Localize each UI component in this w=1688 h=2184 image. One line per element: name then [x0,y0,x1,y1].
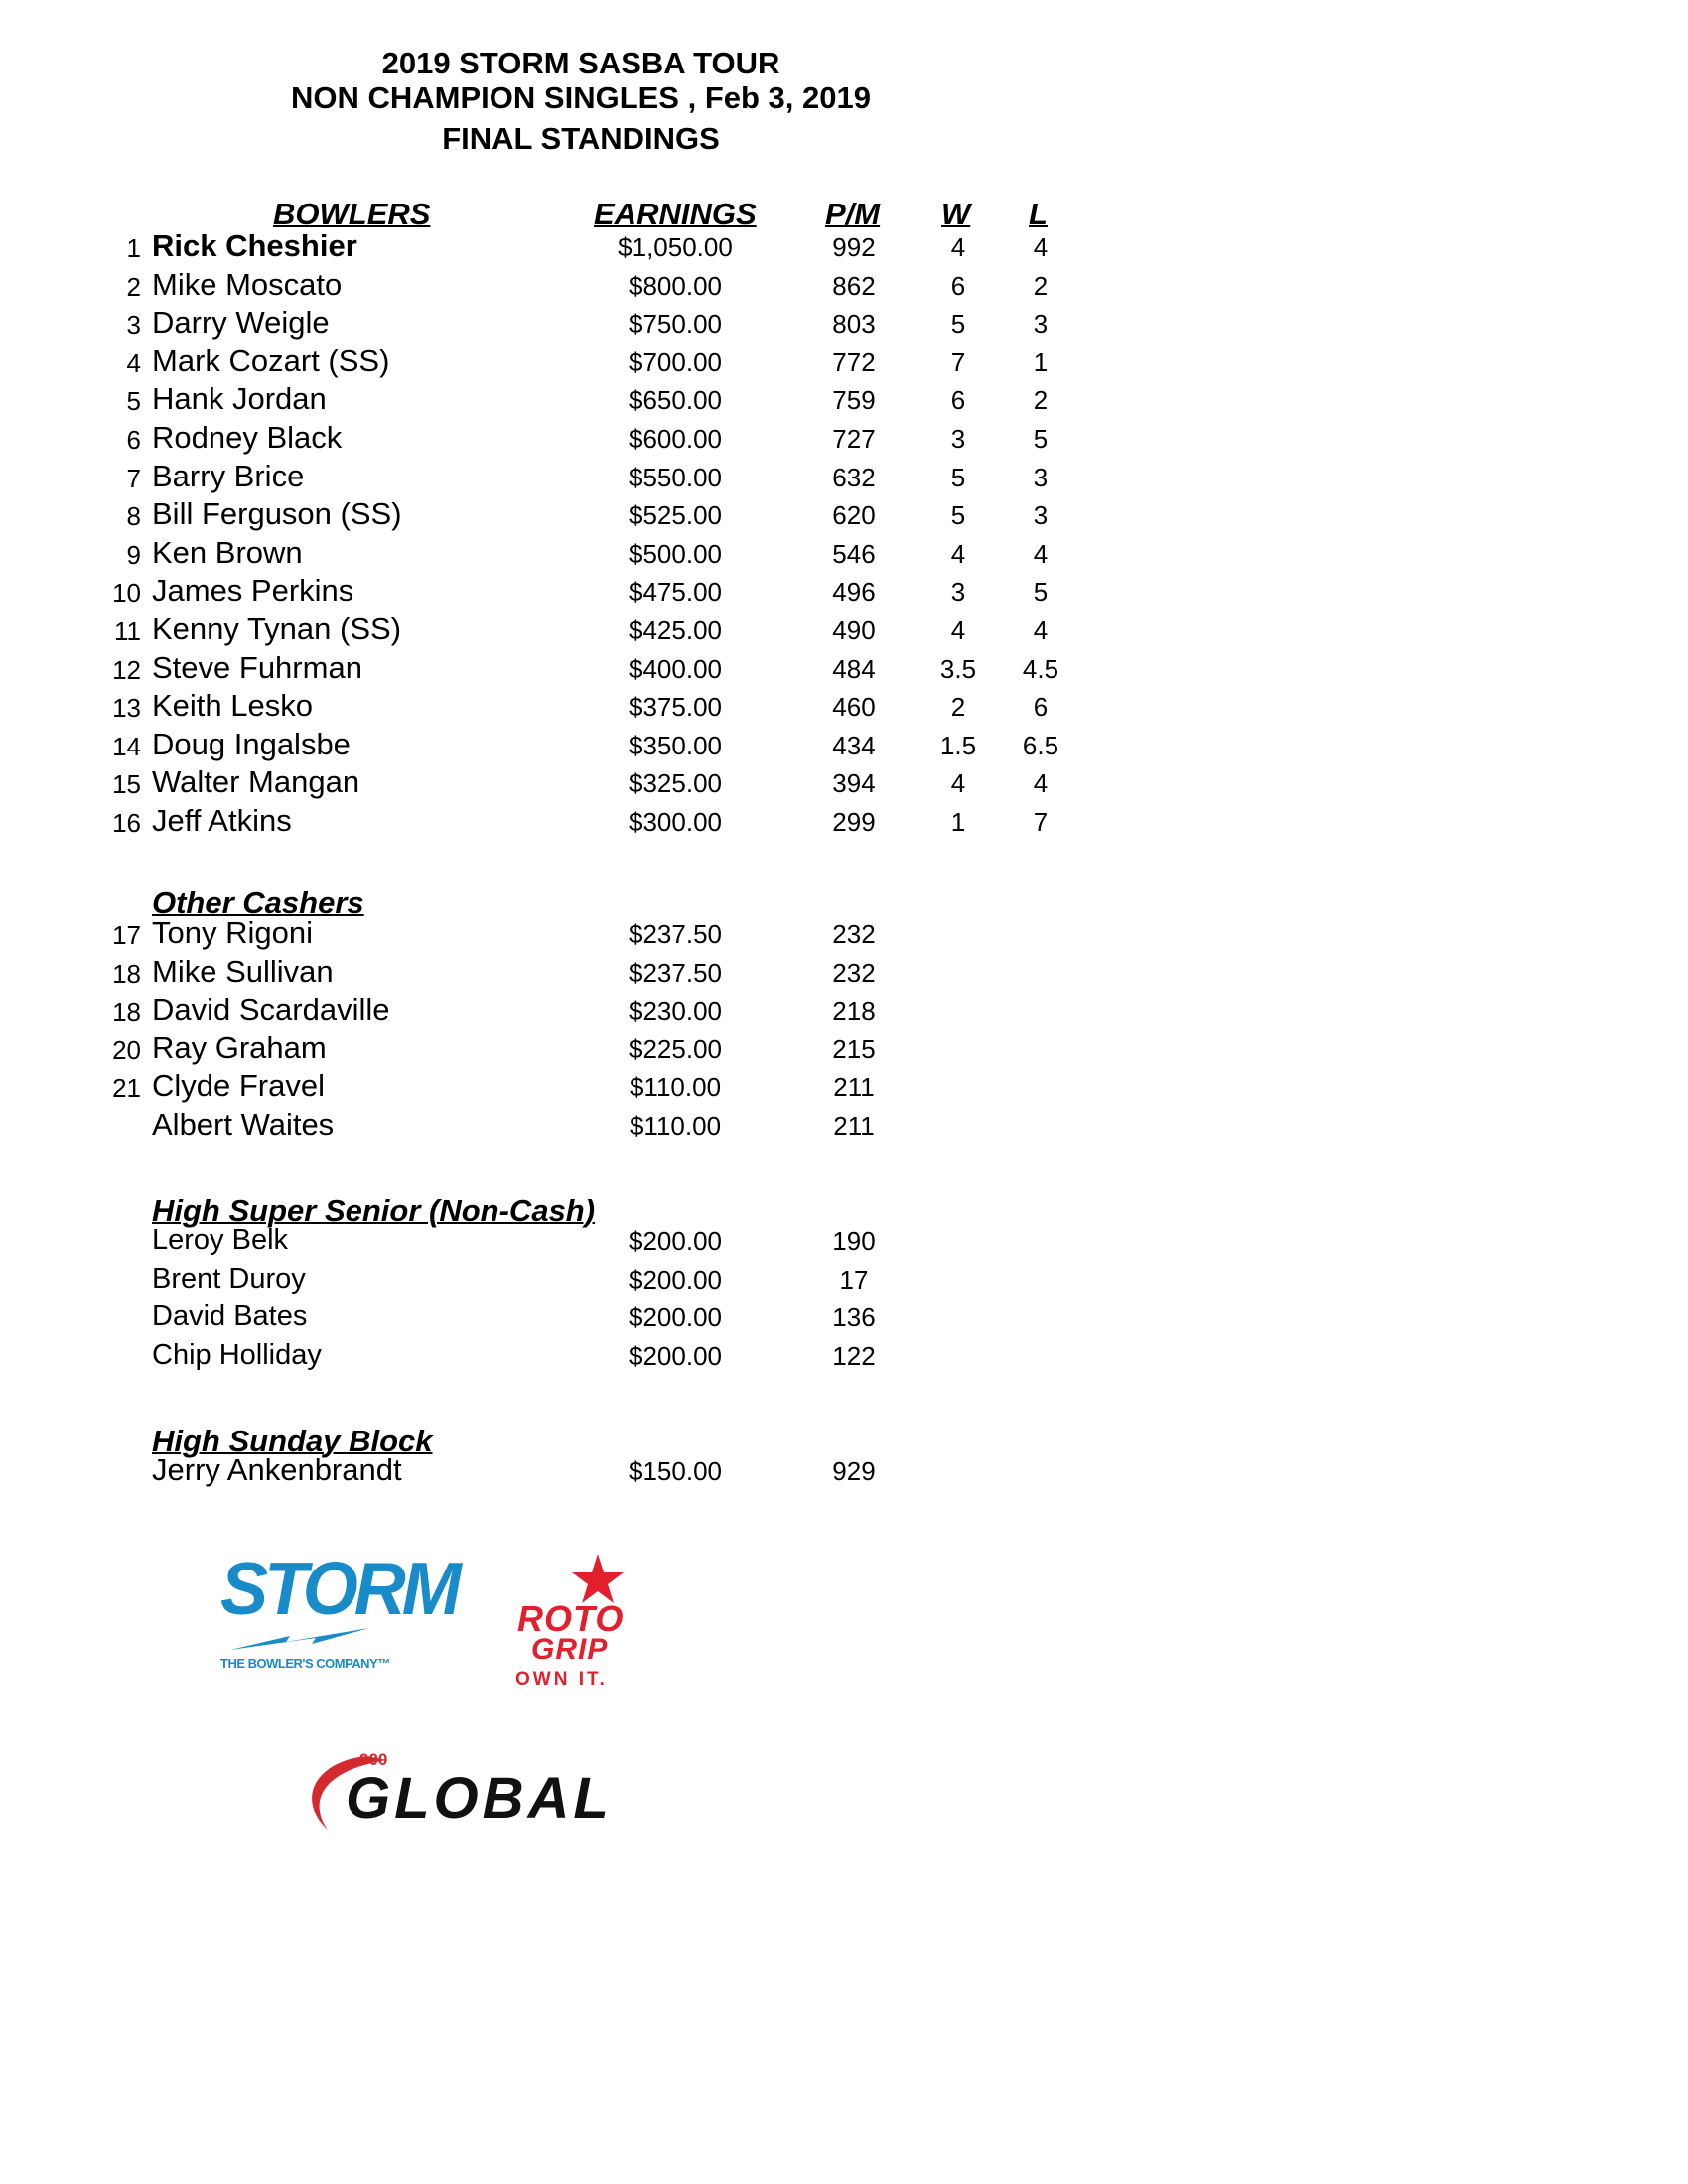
losses-cell: 4 [1033,538,1049,569]
pm-cell: 232 [832,919,876,949]
rank-cell: 8 [126,501,141,532]
earnings-cell: $1,050.00 [618,232,733,262]
table-row [0,612,1092,649]
pm-cell: 460 [832,692,876,723]
pm-cell: 299 [832,807,876,837]
bowler-name: Leroy Belk [152,1224,289,1256]
rank-cell: 11 [114,616,141,646]
rank-cell: 1 [126,233,141,263]
table-row [0,420,1092,458]
wins-cell: 3.5 [939,653,977,684]
pm-cell: 929 [832,1456,876,1486]
pm-cell: 122 [832,1340,876,1371]
wins-cell: 2 [950,692,966,723]
pm-cell: 211 [833,1072,875,1103]
bowler-name: Tony Rigoni [152,915,313,950]
bowler-name: Chip Holliday [152,1338,322,1371]
pm-cell: 632 [832,462,876,492]
table-row [0,688,1092,726]
table-row [0,727,1092,764]
losses-cell: 3 [1033,462,1049,492]
rotogrip-slogan: OWN IT. [515,1669,608,1690]
rotogrip-line2: GRIP [531,1633,609,1666]
table-row [0,496,1092,534]
losses-cell: 4 [1033,768,1049,799]
table-row [0,1452,1092,1490]
pm-cell: 215 [832,1033,876,1064]
earnings-cell: $375.00 [629,692,722,723]
bowler-name: Steve Fuhrman [152,649,362,685]
rank-cell: 18 [112,997,141,1027]
losses-cell: 6.5 [1022,730,1059,760]
rank-cell: 10 [112,578,141,609]
table-row [0,381,1092,419]
bowler-name: Darry Weigle [152,305,330,341]
table-row [0,1107,1092,1145]
storm-logo [220,1548,458,1688]
storm-tagline: THE BOWLER'S COMPANY™ [220,1656,390,1671]
pm-cell: 434 [832,730,876,760]
table-row [0,992,1092,1029]
rank-cell: 7 [126,463,141,493]
wins-cell: 4 [950,768,966,799]
bowler-name: Rick Cheshier [152,228,357,263]
rank-cell: 20 [112,1034,141,1065]
earnings-cell: $200.00 [629,1226,722,1256]
bowler-name: Albert Waites [152,1107,335,1142]
wins-cell: 4 [950,538,966,569]
losses-cell: 4 [1033,232,1049,262]
rank-cell: 17 [112,920,141,950]
page-title-line1: 2019 STORM SASBA TOUR [381,46,780,80]
earnings-cell: $200.00 [629,1264,722,1295]
rank-cell: 5 [126,386,141,417]
rank-cell: 4 [126,347,141,378]
earnings-cell: $475.00 [629,577,722,608]
earnings-cell: $600.00 [629,424,722,454]
wins-cell: 7 [950,346,966,377]
earnings-cell: $230.00 [629,996,722,1026]
table-row [0,650,1092,688]
table-row [0,803,1092,841]
bowler-name: Walter Mangan [152,764,360,800]
rank-cell: 18 [112,958,141,989]
pm-cell: 190 [832,1226,876,1256]
rank-cell: 15 [112,769,141,800]
bowler-name: Clyde Fravel [152,1068,325,1104]
pm-cell: 490 [832,615,876,645]
pm-cell: 17 [839,1264,869,1295]
rank-cell: 14 [112,731,141,761]
losses-cell: 2 [1033,385,1049,416]
pm-cell: 759 [832,385,876,416]
bowler-name: Doug Ingalsbe [152,726,351,761]
rank-cell: 13 [112,693,141,724]
earnings-cell: $237.50 [629,957,722,988]
table-row [0,459,1092,496]
wins-cell: 1.5 [939,730,977,760]
table-row [0,573,1092,611]
table-row [0,954,1092,992]
rank-cell: 3 [126,310,141,341]
page-title-line3: FINAL STANDINGS [442,121,720,156]
wins-cell: 5 [950,309,966,340]
bowler-name: David Bates [152,1300,308,1333]
table-row [0,305,1092,342]
table-row [0,1222,1092,1260]
earnings-cell: $237.50 [629,919,722,949]
earnings-cell: $800.00 [629,270,722,301]
earnings-cell: $200.00 [629,1340,722,1371]
header-w: W [941,197,971,231]
bowler-name: Bill Ferguson (SS) [152,496,402,532]
earnings-cell: $350.00 [629,730,722,760]
earnings-cell: $150.00 [629,1456,722,1486]
wins-cell: 5 [950,500,966,531]
earnings-cell: $400.00 [629,653,722,684]
losses-cell: 2 [1033,270,1049,301]
earnings-cell: $525.00 [629,500,722,531]
pm-cell: 727 [832,424,876,454]
earnings-cell: $110.00 [629,1072,722,1103]
bowler-name: Jerry Ankenbrandt [152,1452,402,1487]
pm-cell: 218 [832,996,876,1026]
earnings-cell: $225.00 [629,1033,722,1064]
pm-cell: 546 [832,538,876,569]
bowler-name: Rodney Black [152,420,343,455]
bowler-name: David Scardaville [152,992,390,1027]
rank-cell: 16 [112,808,141,838]
table-row [0,1261,1092,1298]
losses-cell: 4 [1033,615,1049,645]
wins-cell: 3 [950,577,966,608]
earnings-cell: $325.00 [629,768,722,799]
losses-cell: 5 [1033,577,1049,608]
rank-cell: 6 [126,425,141,455]
earnings-cell: $110.00 [629,1111,722,1141]
pm-cell: 232 [832,957,876,988]
page-title-line2: NON CHAMPION SINGLES , Feb 3, 2019 [291,80,871,115]
global-word: GLOBAL [346,1766,613,1831]
bowler-name: Ken Brown [152,534,303,570]
table-row [0,1068,1092,1106]
losses-cell: 7 [1033,807,1049,837]
other-cashers-heading: Other Cashers [152,886,364,920]
wins-cell: 5 [950,462,966,492]
sunday-block-heading: High Sunday Block [152,1424,433,1458]
earnings-cell: $700.00 [629,346,722,377]
wins-cell: 6 [950,270,966,301]
pm-cell: 496 [832,577,876,608]
rank-cell: 21 [112,1073,141,1104]
wins-cell: 4 [950,615,966,645]
rotogrip-logo [511,1554,690,1693]
bowler-name: Mike Moscato [152,266,343,302]
wins-cell: 6 [950,385,966,416]
pm-cell: 992 [832,232,876,262]
storm-logo-word: STORM [220,1548,458,1631]
table-row [0,1337,1092,1375]
pm-cell: 862 [832,270,876,301]
header-l: L [1029,197,1048,231]
table-row [0,267,1092,305]
header-pm: P/M [825,197,881,231]
global-logo [298,1742,765,1842]
wins-cell: 1 [950,807,966,837]
bowler-name: Mark Cozart (SS) [152,342,390,378]
bowler-name: Ray Graham [152,1029,327,1065]
bowler-name: Kenny Tynan (SS) [152,612,402,646]
rank-cell: 12 [112,654,141,685]
bowler-name: James Perkins [152,573,354,609]
bowler-name: Barry Brice [152,458,305,493]
earnings-cell: $650.00 [629,385,722,416]
losses-cell: 4.5 [1022,653,1059,684]
table-row [0,228,1092,266]
header-earnings: EARNINGS [594,197,757,231]
losses-cell: 3 [1033,500,1049,531]
pm-cell: 484 [832,653,876,684]
earnings-cell: $300.00 [629,807,722,837]
header-bowlers: BOWLERS [273,197,431,231]
earnings-cell: $750.00 [629,309,722,340]
earnings-cell: $200.00 [629,1302,722,1333]
pm-cell: 620 [832,500,876,531]
pm-cell: 772 [832,346,876,377]
table-row [0,1030,1092,1068]
pm-cell: 803 [832,309,876,340]
super-senior-heading: High Super Senior (Non-Cash) [152,1193,596,1228]
rank-cell: 9 [126,539,141,570]
lightning-bolt-icon [220,1626,379,1654]
global-number: 900 [359,1750,388,1769]
bowler-name: Jeff Atkins [152,803,292,838]
wins-cell: 4 [950,232,966,262]
table-row [0,915,1092,953]
earnings-cell: $425.00 [629,615,722,645]
bowler-name: Hank Jordan [152,381,327,417]
earnings-cell: $500.00 [629,538,722,569]
rotogrip-line1: ROTO [517,1598,625,1639]
wins-cell: 3 [950,424,966,454]
pm-cell: 211 [833,1111,875,1141]
losses-cell: 1 [1033,346,1049,377]
table-row [0,1298,1092,1336]
bowler-name: Keith Lesko [152,688,313,724]
table-row [0,343,1092,381]
earnings-cell: $550.00 [629,462,722,492]
losses-cell: 3 [1033,309,1049,340]
pm-cell: 394 [832,768,876,799]
bowler-name: Mike Sullivan [152,953,334,989]
losses-cell: 5 [1033,424,1049,454]
table-row [0,764,1092,802]
table-row [0,535,1092,573]
pm-cell: 136 [832,1302,876,1333]
rank-cell: 2 [126,271,141,302]
losses-cell: 6 [1033,692,1049,723]
bowler-name: Brent Duroy [152,1262,306,1295]
